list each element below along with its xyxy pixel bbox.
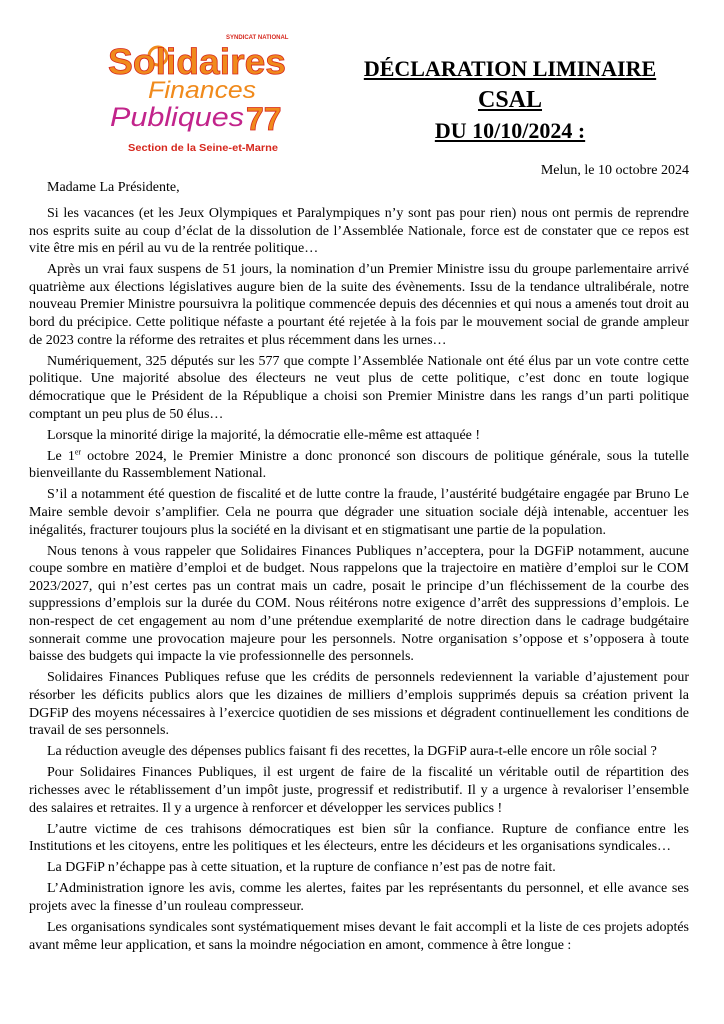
paragraph: L’autre victime de ces trahisons démocratiques est bien sûr la confiance. Rupture de confiance entre les Institutions et les citoyens, entre les politiques et les électeurs, entre les décideurs et les organisations syndicales… bbox=[29, 821, 689, 855]
title-line-1 bbox=[330, 56, 690, 82]
paragraph: Nous tenons à vous rappeler que Solidaires Finances Publiques n’acceptera, pour la DGFiP notamment, aucune coupe sombre en matière d’emploi et de budget. Nous rappelons que la trajectoire en matière d’emploi sur le COM 2023/2027, qui n’est certes pas un contrat mais un cadre, posait le principe d’un fléchissement de la courbe des suppressions d’emplois sur la durée du COM. Nous réitérons notre exigence d’arrêt des suppressions d’emplois. Le non-respect de cet engagement au nom d’une prétendue exemplarité de notre direction dans le cadrage budgétaire sonnerait comme une provocation majeure pour les personnels. Notre organisation s’oppose et s’opposera à toute baisse des budgets qui impacte la vie professionnelle des personnels. bbox=[29, 543, 689, 665]
paragraph: Après un vrai faux suspens de 51 jours, la nomination d’un Premier Ministre issu du groupe parlementaire arrivé quatrième aux élections législatives augure bien de la suite des évènements. Issu de la tendance ultralibérale, notre nouveau Premier Ministre poursuivra la politique commencée depuis des décennies et qui nous a amenés tout droit au bord du précipice. Cette politique néfaste a pourtant été rejetée à la fois par le mouvement social de grande ampleur de 2023 contre la réforme des retraites et plus récemment dans les urnes… bbox=[29, 262, 689, 348]
logo-graphic bbox=[106, 30, 290, 156]
title-declaration: DÉCLARATION LIMINAIRE bbox=[363, 56, 657, 81]
date-line: Melun, le 10 octobre 2024 bbox=[540, 163, 689, 178]
oct-sup: er bbox=[74, 447, 82, 457]
title-line-2 bbox=[330, 87, 690, 113]
logo-word-solidaires: Solidaires bbox=[108, 41, 286, 82]
logo-section: Section de la Seine-et-Marne bbox=[128, 143, 279, 154]
title-line-3 bbox=[330, 118, 690, 144]
paragraph: L’Administration ignore les avis, comme les alertes, faites par les représentants du personnel, et elle avance ses projets avec la finesse d’un rouleau compresseur. bbox=[29, 881, 689, 914]
paragraph: Solidaires Finances Publiques refuse que les crédits de personnels redeviennent la variable d’ajustement pour résorber les déficits publics alors que les dizaines de milliers d’emplois supprimés depuis sa création privent la DGFiP des moyens nécessaires à l’exercice quotidien de ses missions et dégradent continuellement les conditions de travail de ses personnels. bbox=[29, 670, 689, 739]
salutation: Madame La Présidente, bbox=[47, 180, 180, 195]
paragraph-october bbox=[29, 448, 689, 483]
paragraph: Numériquement, 325 députés sur les 577 que compte l’Assemblée Nationale ont été élus par un vote contre cette politique. Une majorité absolue des électeurs ne veut plus de cette politique, c’est donc en toute logique démocratique que le Président de la République a choisi son Premier Ministre dans les rangs d’un parti politique comptant un peu plus de 50 élus… bbox=[29, 353, 689, 422]
logo-number: 77 bbox=[246, 101, 282, 137]
union-logo bbox=[106, 30, 290, 156]
paragraph: Les organisations syndicales sont systématiquement mises devant le fait accompli et la liste de ces projets adoptés avant même leur application, et sans la moindre négociation en amont, commence à être longue : bbox=[29, 920, 689, 953]
paragraph: Lorsque la minorité dirige la majorité, la démocratie elle-même est attaquée ! bbox=[47, 427, 481, 443]
logo-word-finances: Finances bbox=[148, 77, 256, 104]
paragraph: Si les vacances (et les Jeux Olympiques et Paralympiques n’y sont pas pour rien) nous ont permis de reprendre nos esprits suite au coup d’éclat de la dissolution de l’Assemblée Nationale, force est de constater que ce repos est vite être mis en péril au vu de la rentrée politique… bbox=[29, 206, 689, 257]
logo-tagline: SYNDICAT NATIONAL bbox=[226, 35, 289, 41]
title-date: DU 10/10/2024 : bbox=[434, 118, 586, 143]
title-csal: CSAL bbox=[477, 87, 543, 113]
oct-before: Le 1 bbox=[47, 448, 75, 464]
oct-after: octobre 2024, le Premier Ministre a donc prononcé son discours de politique générale, sous la tutelle bienveillante du Rassemblement National. bbox=[29, 448, 690, 482]
paragraph: La réduction aveugle des dépenses publics faisant fi des recettes, la DGFiP aura-t-elle encore un rôle social ? bbox=[47, 744, 657, 760]
paragraph: Pour Solidaires Finances Publiques, il est urgent de faire de la fiscalité un véritable outil de répartition des richesses avec le rétablissement d’un impôt juste, progressif et redistributif. Il y a urgence à revaloriser l’ensemble des salaires et retraites. Il y a urgence à renforcer et développer les services publics ! bbox=[29, 765, 689, 816]
logo-word-publiques: Publiques bbox=[110, 102, 244, 132]
paragraph: La DGFiP n’échappe pas à cette situation, et la rupture de confiance n’est pas de notre fait. bbox=[47, 860, 556, 876]
declaration-body bbox=[29, 205, 689, 958]
paragraph: S’il a notamment été question de fiscalité et de lutte contre la fraude, l’austérité budgétaire engagée par Bruno Le Maire semble devoir s’amplifier. Cela ne pourra que dégrader une situation sociale déjà intenable, accentuer les inégalités, fracturer toujours plus la société en la divisant et en stigmatisant une partie de la population. bbox=[29, 487, 689, 538]
